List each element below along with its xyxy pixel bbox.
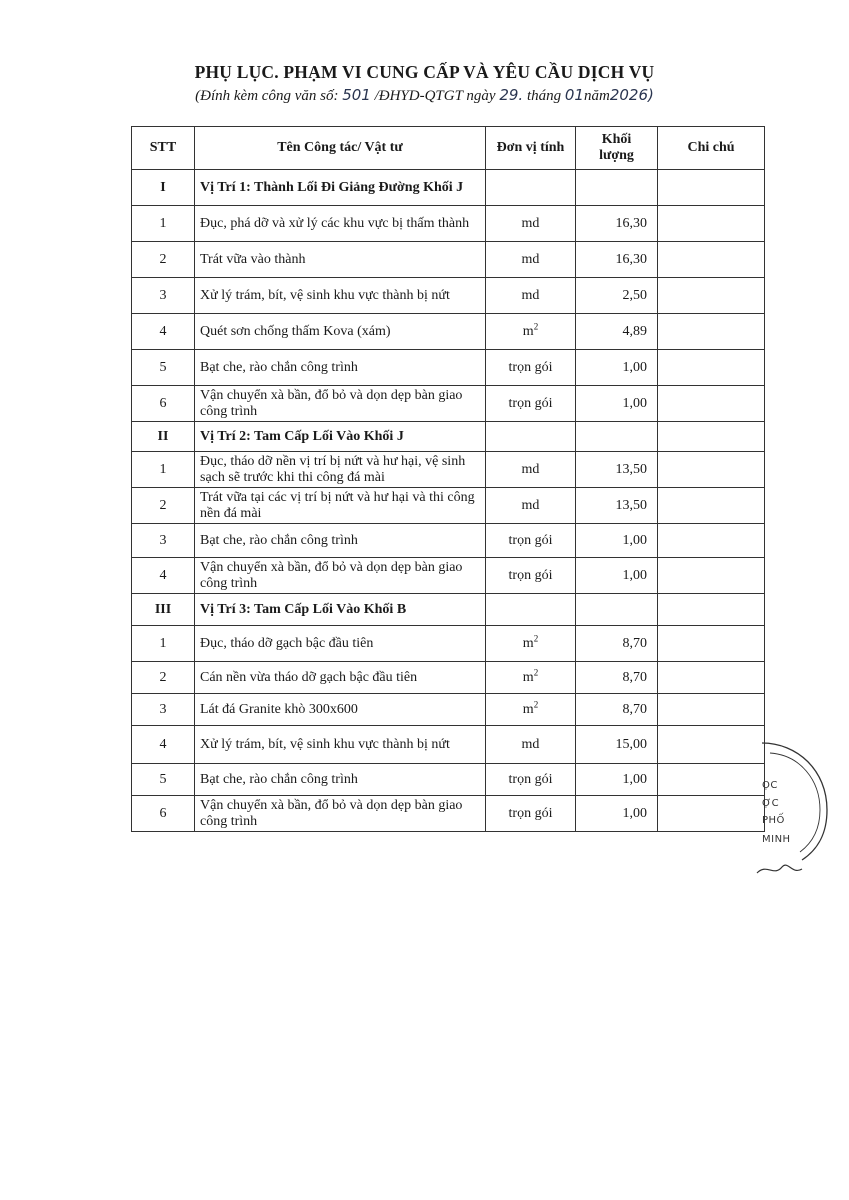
cell-qty: 15,00 <box>576 726 658 764</box>
cell-note <box>658 796 765 832</box>
table-section-row <box>132 170 765 206</box>
cell-name: Vị Trí 1: Thành Lối Đi Giảng Đường Khối J <box>195 170 486 206</box>
table-row <box>132 278 765 314</box>
unit-text: m <box>522 669 534 685</box>
cell-note <box>658 386 765 422</box>
table-row <box>132 694 765 726</box>
cell-note <box>658 314 765 350</box>
cell-qty: 13,50 <box>576 488 658 524</box>
cell-name: Vận chuyển xà bần, đổ bỏ và dọn dẹp bàn giao công trình <box>195 796 486 832</box>
table-row <box>132 206 765 242</box>
cell-note <box>658 694 765 726</box>
cell-qty: 8,70 <box>576 662 658 694</box>
cell-unit <box>486 524 576 558</box>
cell-unit <box>486 662 576 694</box>
cell-unit <box>486 558 576 594</box>
unit-superscript: 2 <box>533 698 539 709</box>
cell-name: Vận chuyển xà bần, đổ bỏ và dọn dẹp bàn giao công trình <box>195 386 486 422</box>
cell-name: Trát vữa vào thành <box>195 242 486 278</box>
cell-stt: 1 <box>132 452 195 488</box>
table-row <box>132 662 765 694</box>
unit-superscript: 2 <box>533 666 539 677</box>
cell-stt: 1 <box>132 206 195 242</box>
unit-text: md <box>521 251 540 267</box>
cell-name: Vận chuyển xà bần, đổ bỏ và dọn dẹp bàn giao công trình <box>195 558 486 594</box>
table-section-row <box>132 594 765 626</box>
cell-name: Bạt che, rào chắn công trình <box>195 764 486 796</box>
page-subtitle <box>0 86 849 105</box>
cell-stt: 3 <box>132 278 195 314</box>
stamp-line-2: ỢC <box>762 798 780 809</box>
cell-note <box>658 662 765 694</box>
stamp-line-4: MINH <box>762 834 791 845</box>
table-row <box>132 452 765 488</box>
subtitle-mid1: /ĐHYD-QTGT ngày <box>374 88 496 104</box>
subtitle-mid3: năm <box>583 88 610 104</box>
table-row <box>132 796 765 832</box>
table-row <box>132 350 765 386</box>
table-body <box>132 170 765 832</box>
cell-stt: 1 <box>132 626 195 662</box>
cell-stt: 4 <box>132 726 195 764</box>
page-title: PHỤ LỤC. PHẠM VI CUNG CẤP VÀ YÊU CẦU DỊCH VỤ <box>194 62 655 82</box>
cell-stt: 2 <box>132 242 195 278</box>
table-row <box>132 626 765 662</box>
cell-note <box>658 170 765 206</box>
cell-qty: 16,30 <box>576 206 658 242</box>
table-section-row <box>132 422 765 452</box>
cell-qty <box>576 594 658 626</box>
cell-note <box>658 206 765 242</box>
col-header-note: Chi chú <box>658 127 765 170</box>
doc-day: 29. <box>499 86 524 104</box>
cell-stt: 5 <box>132 764 195 796</box>
cell-unit <box>486 314 576 350</box>
cell-note <box>658 558 765 594</box>
doc-number: 501 <box>342 86 371 104</box>
doc-year: 2026) <box>609 86 654 104</box>
cell-note <box>658 488 765 524</box>
stamp-line-3: PHỐ <box>762 815 785 826</box>
cell-name: Bạt che, rào chắn công trình <box>195 350 486 386</box>
unit-text: md <box>521 461 540 477</box>
cell-qty: 1,00 <box>576 350 658 386</box>
cell-unit <box>486 452 576 488</box>
table-row <box>132 242 765 278</box>
cell-note <box>658 626 765 662</box>
stamp-line-1: ỌC <box>762 780 778 791</box>
unit-text: md <box>521 497 540 513</box>
table-header-row <box>132 127 765 170</box>
cell-name: Vị Trí 2: Tam Cấp Lối Vào Khối J <box>195 422 486 452</box>
cell-qty: 1,00 <box>576 558 658 594</box>
cell-stt: III <box>132 594 195 626</box>
subtitle-prefix: (Đính kèm công văn số: <box>195 88 339 104</box>
unit-text: m <box>522 323 534 339</box>
col-header-unit: Đơn vị tính <box>486 127 576 170</box>
unit-text: trọn gói <box>508 567 553 583</box>
cell-name: Đục, tháo dỡ nền vị trí bị nứt và hư hại, vệ sinh sạch sẽ trước khi thi công đá mài <box>195 452 486 488</box>
cell-qty: 13,50 <box>576 452 658 488</box>
unit-text: trọn gói <box>508 359 553 375</box>
unit-superscript: 2 <box>533 632 539 643</box>
cell-stt: II <box>132 422 195 452</box>
cell-stt: 4 <box>132 558 195 594</box>
cell-qty: 1,00 <box>576 524 658 558</box>
cell-name: Bạt che, rào chắn công trình <box>195 524 486 558</box>
col-header-name: Tên Công tác/ Vật tư <box>195 127 486 170</box>
cell-name: Xử lý trám, bít, vệ sinh khu vực thành bị nứt <box>195 726 486 764</box>
cell-stt: 6 <box>132 386 195 422</box>
cell-stt: I <box>132 170 195 206</box>
unit-text: trọn gói <box>508 805 553 821</box>
cell-qty: 8,70 <box>576 626 658 662</box>
cell-unit <box>486 594 576 626</box>
col-header-qty: Khối lượng <box>576 127 658 170</box>
doc-month: 01 <box>564 86 584 104</box>
cell-unit <box>486 796 576 832</box>
table-row <box>132 726 765 764</box>
unit-text: md <box>521 287 540 303</box>
scope-table <box>131 126 765 832</box>
cell-unit <box>486 422 576 452</box>
cell-note <box>658 278 765 314</box>
unit-text: trọn gói <box>508 532 553 548</box>
cell-unit <box>486 694 576 726</box>
table-row <box>132 764 765 796</box>
unit-text: m <box>522 635 534 651</box>
unit-text: trọn gói <box>508 771 553 787</box>
cell-note <box>658 242 765 278</box>
cell-qty: 2,50 <box>576 278 658 314</box>
cell-qty <box>576 170 658 206</box>
unit-text: md <box>521 215 540 231</box>
cell-note <box>658 726 765 764</box>
cell-name: Vị Trí 3: Tam Cấp Lối Vào Khối B <box>195 594 486 626</box>
cell-qty: 1,00 <box>576 764 658 796</box>
cell-note <box>658 524 765 558</box>
table-row <box>132 524 765 558</box>
cell-stt: 4 <box>132 314 195 350</box>
cell-qty <box>576 422 658 452</box>
cell-stt: 3 <box>132 524 195 558</box>
unit-text: trọn gói <box>508 395 553 411</box>
cell-name: Xử lý trám, bít, vệ sinh khu vực thành bị nứt <box>195 278 486 314</box>
cell-name: Đục, tháo dỡ gạch bậc đầu tiên <box>195 626 486 662</box>
cell-unit <box>486 206 576 242</box>
cell-unit <box>486 726 576 764</box>
table-row <box>132 386 765 422</box>
cell-unit <box>486 488 576 524</box>
cell-note <box>658 764 765 796</box>
cell-unit <box>486 350 576 386</box>
cell-name: Trát vữa tại các vị trí bị nứt và hư hại và thi công nền đá mài <box>195 488 486 524</box>
cell-note <box>658 350 765 386</box>
cell-qty: 1,00 <box>576 796 658 832</box>
table-row <box>132 314 765 350</box>
cell-note <box>658 452 765 488</box>
cell-name: Đục, phá dỡ và xử lý các khu vực bị thấm thành <box>195 206 486 242</box>
cell-stt: 2 <box>132 488 195 524</box>
unit-text: m <box>522 701 534 717</box>
cell-stt: 3 <box>132 694 195 726</box>
cell-stt: 2 <box>132 662 195 694</box>
table-row <box>132 558 765 594</box>
cell-qty: 1,00 <box>576 386 658 422</box>
cell-stt: 5 <box>132 350 195 386</box>
cell-name: Cán nền vừa tháo dỡ gạch bậc đầu tiên <box>195 662 486 694</box>
subtitle-mid2: tháng <box>526 88 562 104</box>
cell-unit <box>486 242 576 278</box>
cell-qty: 4,89 <box>576 314 658 350</box>
cell-note <box>658 422 765 452</box>
col-header-stt: STT <box>132 127 195 170</box>
unit-text: md <box>521 736 540 752</box>
cell-unit <box>486 278 576 314</box>
cell-unit <box>486 626 576 662</box>
cell-qty: 8,70 <box>576 694 658 726</box>
cell-stt: 6 <box>132 796 195 832</box>
cell-unit <box>486 170 576 206</box>
cell-note <box>658 594 765 626</box>
cell-unit <box>486 764 576 796</box>
cell-unit <box>486 386 576 422</box>
table-row <box>132 488 765 524</box>
cell-name: Quét sơn chống thấm Kova (xám) <box>195 314 486 350</box>
unit-superscript: 2 <box>533 320 539 331</box>
cell-qty: 16,30 <box>576 242 658 278</box>
cell-name: Lát đá Granite khò 300x600 <box>195 694 486 726</box>
